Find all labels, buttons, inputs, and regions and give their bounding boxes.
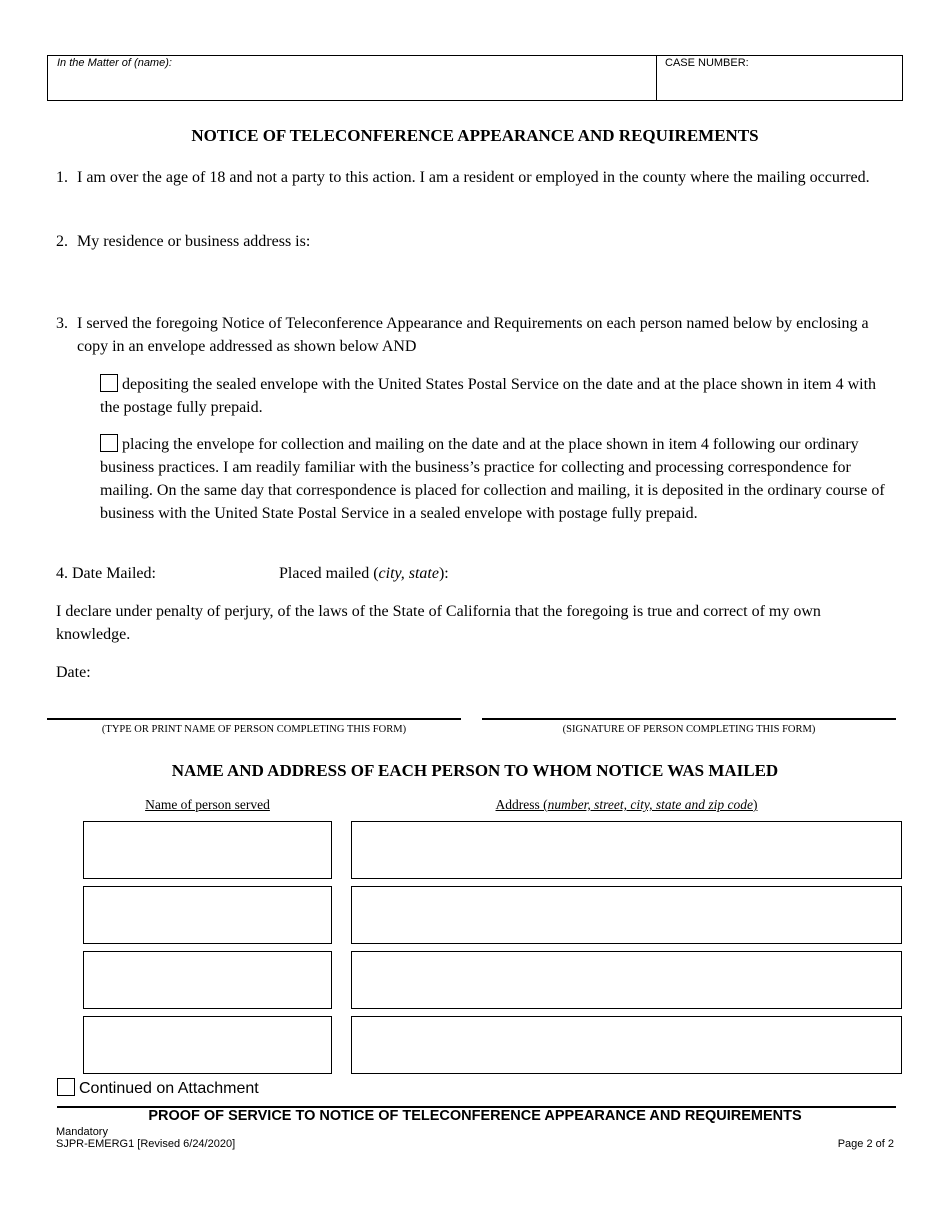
case-number-field[interactable] <box>660 72 898 98</box>
signature-line[interactable] <box>482 718 896 720</box>
date-mailed-label: 4. Date Mailed: <box>56 565 156 582</box>
name-column-header: Name of person served <box>145 797 270 812</box>
caption-divider <box>656 55 657 101</box>
option-business-practice-text: placing the envelope for collection and mailing on the date and at the place shown in item 4 following our ordinary business practices. I am readily familiar with the business’s practice for collecting and processing correspondence for mailing. On the same day that correspondence is placed for collection and mailing, it is deposited in the ordinary course of business with the United State Postal Service in a sealed envelope with postage fully prepaid. <box>100 436 885 522</box>
served-name-field-3[interactable] <box>83 951 332 1009</box>
served-address-field-3[interactable] <box>351 951 902 1009</box>
form-title: NOTICE OF TELECONFERENCE APPEARANCE AND REQUIREMENTS <box>191 126 759 145</box>
printed-name-caption: (TYPE OR PRINT NAME OF PERSON COMPLETING THIS FORM) <box>101 724 407 735</box>
item-2-number: 2. <box>56 233 68 250</box>
served-address-field-2[interactable] <box>351 886 902 944</box>
served-name-field-4[interactable] <box>83 1016 332 1074</box>
item-1-text: I am over the age of 18 and not a party to this action. I am a resident or employed in the county where the mailing occurred. <box>77 169 870 186</box>
matter-name-label: In the Matter of (name): <box>57 57 172 69</box>
served-name-field-1[interactable] <box>83 821 332 879</box>
address-column-header: Address (number, street, city, state and zip code) <box>495 797 758 812</box>
served-name-field-2[interactable] <box>83 886 332 944</box>
served-address-field-1[interactable] <box>351 821 902 879</box>
case-number-label: CASE NUMBER: <box>665 57 749 69</box>
option-deposit <box>100 373 892 419</box>
footer-form-id: SJPR-EMERG1 [Revised 6/24/2020] <box>56 1138 236 1150</box>
served-address-field-4[interactable] <box>351 1016 902 1074</box>
option-deposit-text: depositing the sealed envelope with the United States Postal Service on the date and at the place shown in item 4 with the postage fully prepaid. <box>100 376 877 416</box>
item-1-number: 1. <box>56 169 68 186</box>
printed-name-line[interactable] <box>47 718 461 720</box>
deposit-checkbox[interactable] <box>100 374 118 392</box>
perjury-declaration: I declare under penalty of perjury, of the laws of the State of California that the foregoing is true and correct of my own knowledge. <box>56 603 821 643</box>
continued-on-attachment <box>57 1078 259 1098</box>
footer-mandatory: Mandatory <box>56 1126 108 1138</box>
item-3-number: 3. <box>56 315 68 332</box>
footer-title: PROOF OF SERVICE TO NOTICE OF TELECONFERENCE APPEARANCE AND REQUIREMENTS <box>148 1108 802 1124</box>
item-3-text: I served the foregoing Notice of Teleconference Appearance and Requirements on each person named below by enclosing a copy in an envelope addressed as shown below AND <box>77 315 869 355</box>
served-section-title: NAME AND ADDRESS OF EACH PERSON TO WHOM NOTICE WAS MAILED <box>171 761 779 780</box>
business-practice-checkbox[interactable] <box>100 434 118 452</box>
matter-name-field[interactable] <box>50 72 650 98</box>
option-business-practice <box>100 433 892 525</box>
item-2-text: My residence or business address is: <box>77 233 311 250</box>
signature-caption: (SIGNATURE OF PERSON COMPLETING THIS FORM) <box>562 724 816 735</box>
place-mailed-label: Placed mailed (city, state): <box>279 565 449 582</box>
footer-page-number: Page 2 of 2 <box>837 1138 894 1150</box>
continued-label: Continued on Attachment <box>79 1080 259 1097</box>
date-label: Date: <box>56 664 91 681</box>
continued-checkbox[interactable] <box>57 1078 75 1096</box>
